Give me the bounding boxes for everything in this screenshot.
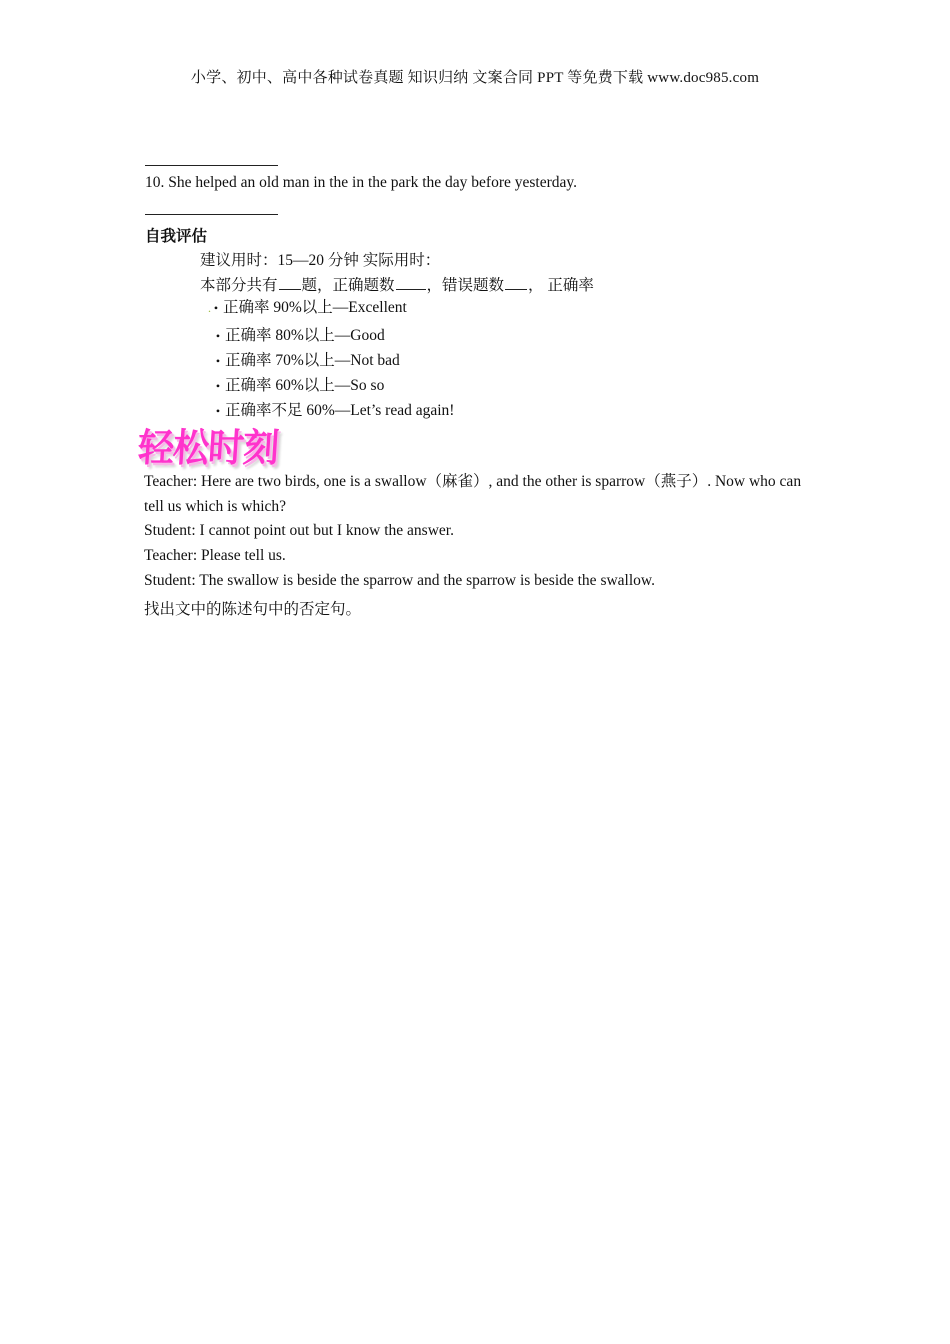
bullet-icon: • bbox=[215, 404, 221, 418]
page-header: 小学、初中、高中各种试卷真题 知识归纳 文案合同 PPT 等免费下载 www.doc985.com bbox=[190, 70, 760, 86]
summary-part: 本部分共有 bbox=[200, 277, 278, 294]
answer-blank-line bbox=[145, 165, 278, 166]
rating-label: 正确率 70%以上—Not bad bbox=[225, 352, 400, 369]
rating-item bbox=[208, 295, 407, 317]
exercise-item-10: 10. She helped an old man in the in the park the day before yesterday. bbox=[145, 174, 577, 191]
self-eval-title: 自我评估 bbox=[145, 228, 208, 245]
suggested-time: 建议用时：15—20 分钟 实际用时： bbox=[200, 252, 441, 269]
fill-blank bbox=[279, 275, 301, 290]
dialogue-line: Student: The swallow is beside the sparrow and the sparrow is beside the swallow. bbox=[144, 572, 655, 589]
summary-part: 题，正确题数 bbox=[301, 277, 395, 294]
fill-blank bbox=[505, 275, 527, 290]
rating-item bbox=[213, 398, 454, 420]
answer-blank-line bbox=[145, 214, 278, 215]
rating-label: 正确率不足 60%—Let’s read again! bbox=[225, 402, 455, 419]
dialogue-line: Teacher: Here are two birds, one is a swallow（麻雀）, and the other is sparrow（燕子）. Now who can tell us which is which? bbox=[144, 473, 802, 515]
summary-part: ，错误题数 bbox=[426, 277, 505, 294]
bullet-icon: • bbox=[215, 329, 221, 343]
fill-blank bbox=[396, 275, 426, 290]
dialogue-line: Teacher: Please tell us. bbox=[144, 547, 286, 564]
summary-part: ， 正确率 bbox=[528, 277, 594, 294]
rating-label: 正确率 80%以上—Good bbox=[225, 327, 385, 344]
rating-item bbox=[213, 373, 384, 395]
rating-item bbox=[213, 323, 385, 345]
bullet-icon: • bbox=[213, 301, 219, 315]
rating-label: 正确率 60%以上—So so bbox=[225, 377, 385, 394]
rating-item bbox=[213, 348, 400, 370]
bullet-icon: • bbox=[215, 379, 221, 393]
dialogue-line: Student: I cannot point out but I know the answer. bbox=[144, 522, 454, 539]
bullet-icon: • bbox=[215, 354, 221, 368]
rating-label: 正确率 90%以上—Excellent bbox=[223, 299, 407, 316]
score-summary bbox=[200, 273, 594, 295]
fun-section-title: 轻松时刻 bbox=[136, 426, 280, 471]
mark-dot-icon: . bbox=[208, 301, 211, 315]
task-instruction: 找出文中的陈述句中的否定句。 bbox=[144, 601, 362, 618]
